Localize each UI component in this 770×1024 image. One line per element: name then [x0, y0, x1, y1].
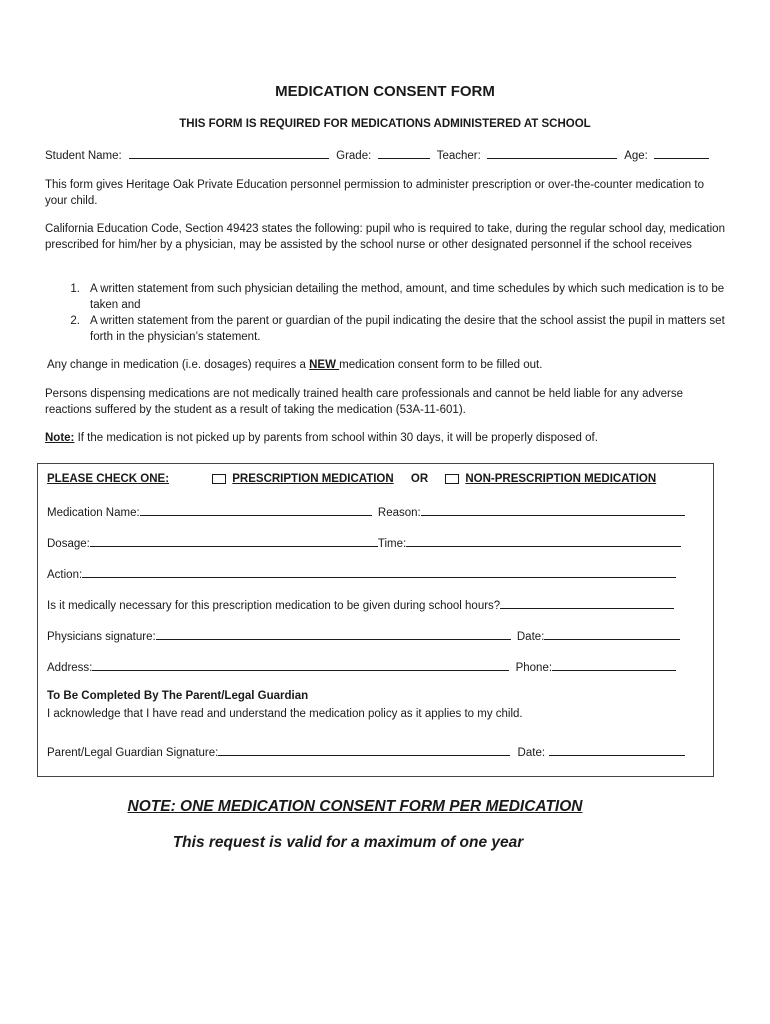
change-prefix: Any change in medication (i.e. dosages) requires a — [47, 359, 310, 371]
education-code-paragraph: California Education Code, Section 49423 states the following: pupil who is required to take, during the regular school day, medication prescribed for him/her by a physician, may be assisted by the school nurse or other designated personnel if the school receives — [45, 223, 725, 251]
teacher-field[interactable] — [487, 147, 617, 159]
medication-details-box — [37, 463, 714, 777]
medication-name-row — [47, 504, 685, 519]
address-field[interactable] — [92, 659, 509, 671]
medication-name-field[interactable] — [140, 504, 372, 516]
check-one-label: PLEASE CHECK ONE: — [47, 473, 170, 485]
disposal-note — [45, 430, 725, 446]
guardian-heading: To Be Completed By The Parent/Legal Guardian — [47, 690, 309, 702]
guardian-signature-label: Parent/Legal Guardian Signature: — [47, 747, 219, 759]
permission-paragraph: This form gives Heritage Oak Private Education personnel permission to administer prescription or over-the-counter medication to your child. — [45, 179, 704, 207]
prescription-label: PRESCRIPTION MEDICATION — [232, 473, 394, 485]
necessary-label: Is it medically necessary for this prescription medication to be given during school hours? — [47, 600, 501, 612]
liability-paragraph: Persons dispensing medications are not medically trained health care professionals and cannot be held liable for any adverse reactions suffered by the student as a result of taking the medication (53A-11-601). — [45, 388, 683, 416]
necessary-row — [47, 597, 674, 612]
time-field[interactable] — [406, 535, 681, 547]
dosage-label: Dosage: — [47, 538, 90, 550]
reason-field[interactable] — [421, 504, 685, 516]
guardian-signature-field[interactable] — [218, 744, 510, 756]
action-row — [47, 566, 676, 581]
acknowledge-text: I acknowledge that I have read and understand the medication policy as it applies to my child. — [47, 708, 523, 720]
list-item-number: 2. — [70, 315, 80, 327]
time-label: Time: — [377, 538, 407, 550]
action-label: Action: — [47, 569, 83, 581]
phone-field[interactable] — [552, 659, 676, 671]
dosage-row — [47, 535, 681, 550]
list-item-number: 1. — [70, 283, 80, 295]
requirements-list — [45, 281, 725, 345]
change-suffix: medication consent form to be filled out. — [339, 359, 543, 371]
or-label: OR — [410, 473, 429, 485]
teacher-label: Teacher: — [436, 150, 481, 162]
list-item-text: A written statement from such physician detailing the method, amount, and time schedules by which such medication is to be taken and — [90, 283, 725, 311]
list-item — [45, 313, 725, 345]
form-subtitle: THIS FORM IS REQUIRED FOR MEDICATIONS ADMINISTERED AT SCHOOL — [179, 118, 591, 130]
list-item-text: A written statement from the parent or guardian of the pupil indicating the desire that the school assist the pupil in matters set forth in the physician’s statement. — [90, 315, 725, 343]
non-prescription-checkbox[interactable] — [445, 474, 459, 484]
address-row — [47, 659, 676, 674]
date-label: Date: — [516, 631, 545, 643]
student-name-label: Student Name: — [45, 150, 122, 162]
reason-label: Reason: — [377, 507, 421, 519]
guardian-signature-row — [47, 744, 685, 759]
phone-label: Phone: — [515, 662, 553, 674]
dosage-field[interactable] — [90, 535, 378, 547]
physician-signature-label: Physicians signature: — [47, 631, 156, 643]
check-one-row — [47, 473, 656, 485]
address-label: Address: — [47, 662, 93, 674]
guardian-date-label: Date: — [517, 747, 546, 759]
change-paragraph — [47, 357, 727, 373]
form-title: MEDICATION CONSENT FORM — [275, 83, 495, 100]
non-prescription-label: NON-PRESCRIPTION MEDICATION — [465, 473, 657, 485]
one-form-per-medication-note: NOTE: ONE MEDICATION CONSENT FORM PER MEDICATION — [127, 798, 583, 815]
note-label: Note: — [45, 432, 75, 444]
physician-signature-field[interactable] — [156, 628, 511, 640]
guardian-date-field[interactable] — [549, 744, 685, 756]
physician-date-field[interactable] — [544, 628, 680, 640]
list-item — [45, 281, 725, 313]
age-field[interactable] — [654, 147, 709, 159]
new-emphasis: NEW — [309, 359, 340, 371]
validity-note: This request is valid for a maximum of one year — [172, 834, 524, 851]
student-info-line — [45, 147, 709, 162]
age-label: Age: — [624, 150, 648, 162]
student-name-field[interactable] — [129, 147, 329, 159]
grade-label: Grade: — [336, 150, 372, 162]
note-text: If the medication is not picked up by parents from school within 30 days, it will be properly disposed of. — [74, 432, 598, 444]
medication-name-label: Medication Name: — [47, 507, 140, 519]
action-field[interactable] — [82, 566, 676, 578]
prescription-checkbox[interactable] — [212, 474, 226, 484]
physician-row — [47, 628, 680, 643]
grade-field[interactable] — [378, 147, 430, 159]
necessary-field[interactable] — [500, 597, 674, 609]
